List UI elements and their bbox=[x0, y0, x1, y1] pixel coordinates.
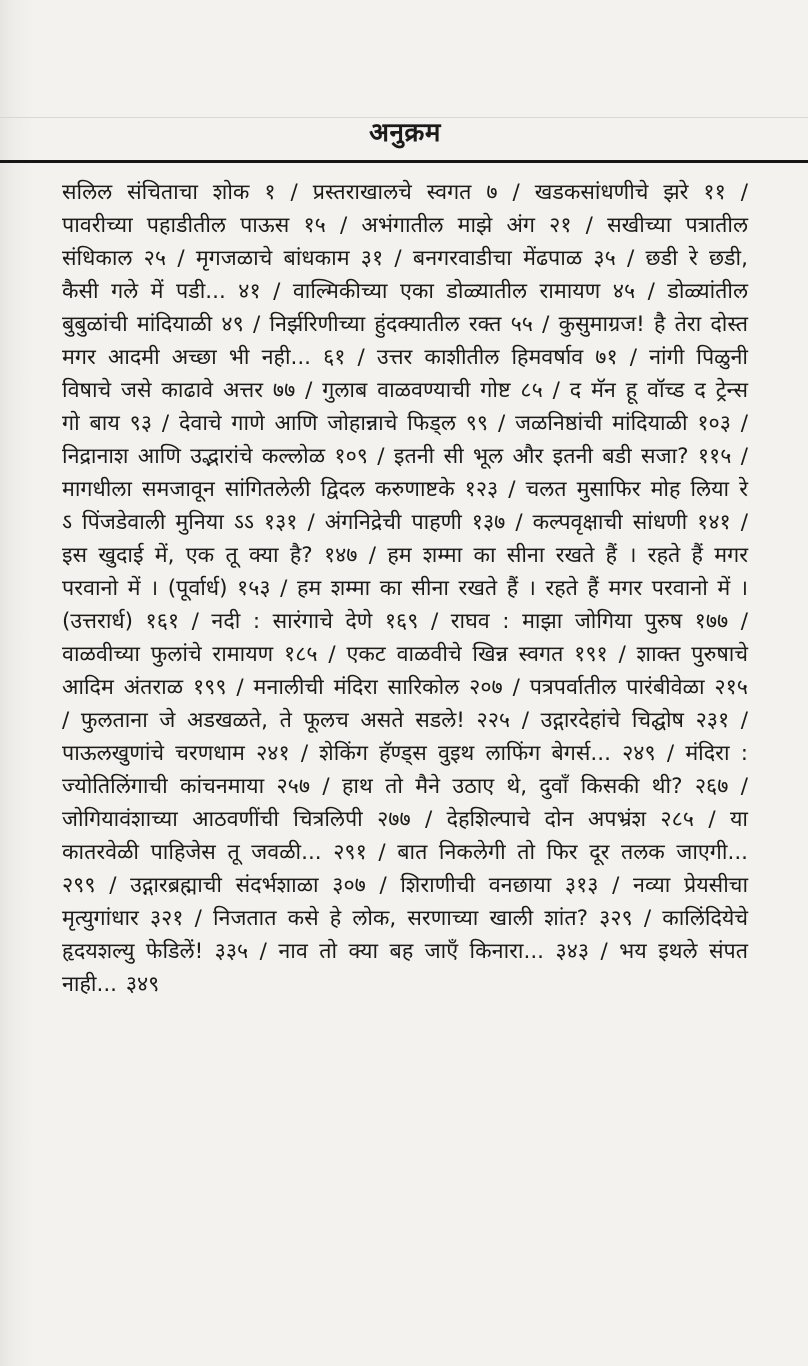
entry-separator: / bbox=[383, 246, 413, 271]
toc-entry: इस खुदाई में, एक तू क्या है? १४७ bbox=[62, 543, 358, 568]
entry-separator: / bbox=[183, 906, 213, 931]
entry-separator: / bbox=[505, 510, 533, 535]
entry-separator: / bbox=[488, 411, 516, 436]
entry-separator: / bbox=[295, 378, 323, 403]
toc-entry: वाळवीच्या फुलांचे रामायण १८५ bbox=[62, 642, 318, 667]
entry-separator: / bbox=[152, 411, 179, 436]
entry-separator: / bbox=[655, 741, 686, 766]
toc-entry: बनगरवाडीचा मेंढपाळ ३५ bbox=[412, 246, 616, 271]
entry-separator: / bbox=[497, 180, 535, 205]
entry-separator: / bbox=[510, 708, 541, 733]
entry-separator: / bbox=[502, 675, 530, 700]
toc-entry: प्रस्तराखालचे स्वगत ७ bbox=[312, 180, 498, 205]
page-title: अनुक्रम bbox=[369, 118, 441, 148]
entry-separator: / bbox=[632, 906, 663, 931]
entry-separator: / bbox=[310, 774, 343, 799]
entry-separator: / bbox=[365, 873, 401, 898]
entry-separator: / bbox=[725, 180, 748, 205]
toc-entry: निजतात कसे हे लोक, सरणाच्या खाली शांत? ३२९ bbox=[212, 906, 633, 931]
entry-separator: / bbox=[598, 873, 634, 898]
toc-entry: जोगियावंशाच्या आठवणींची चित्रलिपी २७७ bbox=[62, 807, 411, 832]
toc-entry: मनालीची मंदिरा सारिकोल २०७ bbox=[253, 675, 503, 700]
entry-separator: / bbox=[260, 279, 293, 304]
toc-entry: अभंगातील माझे अंग २१ bbox=[361, 213, 572, 238]
entry-separator: / bbox=[498, 477, 526, 502]
entry-separator: / bbox=[542, 378, 570, 403]
toc-entry: देहशिल्पाचे दोन अपभ्रंश २८५ bbox=[446, 807, 694, 832]
entry-separator: / bbox=[410, 807, 447, 832]
toc-entry: वाल्मिकीच्या एका डोळ्यातील रामायण ४५ bbox=[292, 279, 636, 304]
entry-separator: / bbox=[693, 807, 730, 832]
entry-separator: / bbox=[589, 939, 620, 964]
toc-entry: मंदिरा : ज्योतिलिंगाची कांचनमाया २५७ bbox=[62, 741, 748, 799]
entry-separator: / bbox=[367, 444, 394, 469]
entry-separator: / bbox=[635, 279, 668, 304]
toc-entry: द मॅन हू वॉच्ड द ट्रेन्स गो बाय ९३ bbox=[62, 378, 749, 436]
entry-separator: / bbox=[357, 543, 388, 568]
entry-separator: / bbox=[166, 246, 196, 271]
entry-separator: / bbox=[532, 312, 559, 337]
entry-separator: / bbox=[62, 708, 81, 733]
toc-entry: कुसुमाग्रज! है तेरा दोस्त मगर आदमी अच्छा भी नही... ६१ bbox=[62, 312, 748, 370]
toc-entry: देवाचे गाणे आणि जोहान्नाचे फिड्ल ९९ bbox=[178, 411, 489, 436]
entry-separator: / bbox=[289, 741, 320, 766]
entry-separator: / bbox=[275, 180, 313, 205]
toc-entry: बात निकलेगी तो फिर दूर तलक जाएगी... २९९ bbox=[62, 840, 748, 898]
toc-entry: पत्रपर्वातील पारंबीवेळा २१५ bbox=[529, 675, 748, 700]
entry-separator: / bbox=[571, 213, 608, 238]
entry-separator: / bbox=[270, 576, 297, 601]
toc-entry: सलिल संचिताचा शोक १ bbox=[62, 180, 276, 205]
toc-entry: भय इथले संपत नाही... ३४९ bbox=[62, 939, 748, 997]
entry-separator: / bbox=[179, 609, 212, 634]
toc-entry: पावरीच्या पहाडीतील पाऊस १५ bbox=[62, 213, 326, 238]
entry-separator: / bbox=[345, 345, 377, 370]
entry-separator: / bbox=[95, 873, 131, 898]
toc-entry: पाऊलखुणांचे चरणधाम २४१ bbox=[62, 741, 290, 766]
toc-entry: सखीच्या पत्रातील संधिकाल २५ bbox=[62, 213, 748, 271]
entry-separator: / bbox=[226, 675, 254, 700]
toc-entry: फुलताना जे अडखळते, ते फूलच असते सडले! २२५ bbox=[80, 708, 511, 733]
toc-entry: मागधीला समजावून सांगितलेली द्विदल करुणाष्टके १२३ bbox=[62, 477, 499, 502]
entry-separator: / bbox=[729, 708, 749, 733]
entry-separator: / bbox=[366, 840, 398, 865]
toc-entry: शेकिंग हॅण्ड्स वुइथ लाफिंग बेगर्स... २४९ bbox=[319, 741, 656, 766]
toc-entry: डोळ्यांतील बुबुळांची मांदियाळी ४९ bbox=[62, 279, 748, 337]
toc-entry: नांगी पिळुनी विषाचे जसे काढावे अत्तर ७७ bbox=[62, 345, 748, 403]
toc-entry: एकट वाळवीचे खिन्न स्वगत १९१ bbox=[346, 642, 608, 667]
toc-entry: कालिंदियेचे हृदयशल्यु फेडिलें! ३३५ bbox=[62, 906, 748, 964]
toc-entry: निर्झरिणीच्या हुंदक्यातील रक्त ५५ bbox=[269, 312, 533, 337]
toc-entry: इतनी सी भूल और इतनी बडी सजा? ११५ bbox=[393, 444, 732, 469]
entry-separator: / bbox=[617, 345, 650, 370]
toc-entry: राघव : माझा जोगिया पुरुष १७७ bbox=[450, 609, 729, 634]
toc-entry: उत्तर काशीतील हिमवर्षाव ७१ bbox=[376, 345, 618, 370]
toc-entry: खडकसांधणीचे झरे ११ bbox=[534, 180, 726, 205]
toc-entry: हम शम्मा का सीना रखते हैं । रहते हैं मगर परवानो में । (पूर्वार्ध) १५३ bbox=[62, 543, 748, 601]
toc-entry: अंगनिद्रेची पाहणी १३७ bbox=[324, 510, 506, 535]
toc-entry: हम शम्मा का सीना रखते हैं । रहते हैं मगर परवानो में । (उत्तरार्ध) १६१ bbox=[62, 576, 748, 634]
entry-separator: / bbox=[243, 312, 270, 337]
toc-entry: चलत मुसाफिर मोह लिया रे ऽ पिंजडेवाली मुनिया ऽऽ १३१ bbox=[62, 477, 748, 535]
toc-entry: उद्गारब्रह्माची संदर्भशाळा ३०७ bbox=[130, 873, 366, 898]
entry-separator: / bbox=[325, 213, 362, 238]
toc-entry: नव्या प्रेयसीचा मृत्युगांधार ३२१ bbox=[62, 873, 749, 931]
entry-separator: / bbox=[728, 774, 749, 799]
entry-separator: / bbox=[731, 444, 749, 469]
toc-entry: गुलाब वाळवण्याची गोष्ट ८५ bbox=[322, 378, 543, 403]
toc-entry: जळनिष्ठांची मांदियाळी १०३ bbox=[515, 411, 731, 436]
entry-separator: / bbox=[730, 510, 748, 535]
toc-entry: नदी : सारंगाचे देणे १६९ bbox=[211, 609, 419, 634]
toc-entry: कल्पवृक्षाची सांधणी १४१ bbox=[532, 510, 731, 535]
entry-separator: / bbox=[730, 411, 748, 436]
toc-entry: छडी रे छडी, कैसी गले में पडी... ४१ bbox=[62, 246, 748, 304]
toc-entry: निद्रानाश आणि उद्भारांचे कल्लोळ १०९ bbox=[62, 444, 368, 469]
entry-separator: / bbox=[317, 642, 347, 667]
toc-entry: उद्गारदेहांचे चिद्घोष २३१ bbox=[540, 708, 730, 733]
contents-paragraph bbox=[62, 176, 748, 1001]
toc-entry: हाथ तो मैने उठाए थे, दुवाँ किसकी थी? २६७ bbox=[342, 774, 729, 799]
entry-separator: / bbox=[297, 510, 325, 535]
entry-separator: / bbox=[418, 609, 451, 634]
toc-entry: शाक्त पुरुषाचे आदिम अंतराळ १९९ bbox=[62, 642, 748, 700]
entry-separator: / bbox=[248, 939, 279, 964]
toc-entry: मृगजळाचे बांधकाम ३१ bbox=[195, 246, 384, 271]
toc-entry: नाव तो क्या बह जाएँ किनारा... ३४३ bbox=[278, 939, 589, 964]
entry-separator: / bbox=[615, 246, 646, 271]
title-divider-rule bbox=[0, 160, 808, 163]
entry-separator: / bbox=[728, 609, 748, 634]
toc-entry: या कातरवेळी पाहिजेस तू जवळी... २९१ bbox=[62, 807, 748, 865]
entry-separator: / bbox=[607, 642, 637, 667]
toc-entry: शिराणीची वनछाया ३१३ bbox=[400, 873, 599, 898]
